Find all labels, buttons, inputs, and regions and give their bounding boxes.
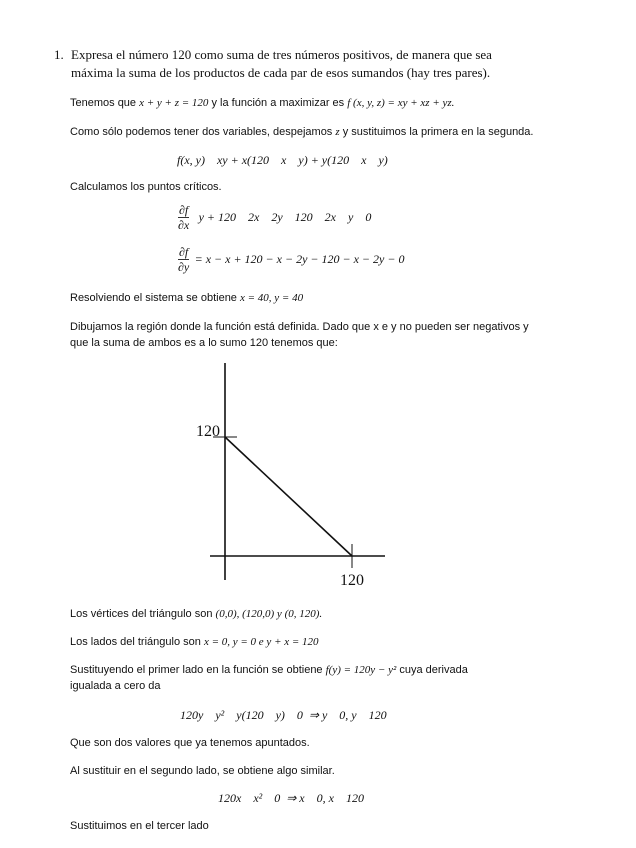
paragraph-lados xyxy=(70,636,319,648)
equation-partial-y xyxy=(178,245,404,274)
paragraph-sustituyendo-line-2: igualada a cero da xyxy=(70,680,161,692)
equation-f-substituted: f(x, y) xy + x(120 x y) + y(120 x y) xyxy=(177,153,388,167)
equation-partial-x xyxy=(178,203,371,232)
paragraph-sustituyendo-pre: Sustituyendo el primer lado en la función se obtiene xyxy=(70,664,326,676)
paragraph-tenemos xyxy=(70,97,454,109)
fraction-df-dx-num: ∂f xyxy=(179,203,189,217)
paragraph-resolviendo xyxy=(70,292,303,304)
problem-statement-line-1: Expresa el número 120 como suma de tres números positivos, de manera que sea xyxy=(71,47,492,62)
equation-sides: x = 0, y = 0 e y + x = 120 xyxy=(203,636,319,648)
paragraph-dibujamos-line-2: que la suma de ambos es a lo sumo 120 tenemos que: xyxy=(70,337,338,349)
graph-y-tick-label: 120 xyxy=(196,423,220,440)
equation-first-side: 120y y² y(120 y) 0 ⇒ y 0, y 120 xyxy=(180,708,387,722)
equation-second-side: 120x x² 0 ⇒ x 0, x 120 xyxy=(218,791,364,805)
paragraph-alsustituir: Al sustituir en el segundo lado, se obtiene algo similar. xyxy=(70,765,335,777)
graph-x-tick-label: 120 xyxy=(340,572,364,589)
paragraph-sustituimos: Sustituimos en el tercer lado xyxy=(70,820,209,832)
paragraph-dibujamos-line-1: Dibujamos la región donde la función está definida. Dado que x e y no pueden ser negativos y xyxy=(70,321,529,333)
paragraph-vertices xyxy=(70,608,322,620)
region-triangle-graph xyxy=(180,355,400,595)
paragraph-como-post: y sustituimos la primera en la segunda. xyxy=(339,126,534,138)
problem-statement-line-2: máxima la suma de los productos de cada par de esos sumandos (hay tres pares). xyxy=(71,65,491,80)
paragraph-resolviendo-pre: Resolviendo el sistema se obtiene xyxy=(70,292,240,304)
paragraph-calculamos: Calculamos los puntos críticos. xyxy=(70,181,222,193)
paragraph-tenemos-mid: y la función a maximizar es xyxy=(208,97,348,109)
paragraph-vertices-pre: Los vértices del triángulo son xyxy=(70,608,216,620)
fraction-df-dy-num: ∂f xyxy=(179,245,189,259)
paragraph-sustituyendo-post: cuya derivada xyxy=(396,664,468,676)
paragraph-lados-pre: Los lados del triángulo son xyxy=(70,636,204,648)
graph-line-x-plus-y-120 xyxy=(225,437,352,556)
paragraph-queson: Que son dos valores que ya tenemos apuntados. xyxy=(70,737,310,749)
equation-partial-x-rhs: y + 120 2x 2y 120 2x y 0 xyxy=(198,209,372,224)
equation-objective: f (x, y, z) = xy + xz + yz. xyxy=(347,97,455,109)
equation-constraint: x + y + z = 120 xyxy=(139,97,209,109)
equation-f-of-y: f(y) = 120y − y² xyxy=(325,664,397,676)
paragraph-como-var: z xyxy=(335,126,340,138)
fraction-df-dy xyxy=(178,245,189,274)
paragraph-sustituyendo-line-1 xyxy=(70,664,468,676)
paragraph-como-pre: Como sólo podemos tener dos variables, despejamos xyxy=(70,126,336,138)
fraction-df-dy-den: ∂y xyxy=(178,260,190,274)
fraction-df-dx xyxy=(178,203,189,232)
equation-solution: x = 40, y = 40 xyxy=(239,292,304,304)
equation-vertices: (0,0), (120,0) y (0, 120). xyxy=(215,608,323,620)
paragraph-tenemos-pre: Tenemos que xyxy=(70,97,140,109)
paragraph-como xyxy=(70,126,533,138)
problem-number: 1. xyxy=(54,47,64,62)
equation-partial-y-rhs: = x − x + 120 − x − 2y − 120 − x − 2y − 0 xyxy=(194,251,405,266)
fraction-df-dx-den: ∂x xyxy=(178,218,190,232)
